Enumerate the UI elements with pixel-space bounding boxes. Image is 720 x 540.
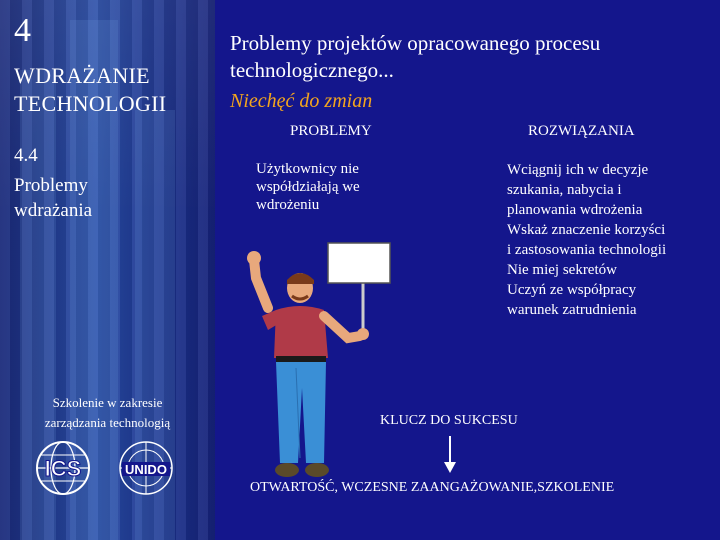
problem-description xyxy=(256,160,426,214)
key-to-success-values: OTWARTOŚĆ, WCZESNE ZAANGAŻOWANIE,SZKOLENIE xyxy=(250,480,615,495)
section-title-line: wdrażania xyxy=(14,200,93,221)
solution-line: i zastosowania technologii xyxy=(507,242,667,258)
chapter-title-line: TECHNOLOGII xyxy=(14,91,167,116)
section-title-line: Problemy xyxy=(14,175,88,196)
training-caption xyxy=(10,393,205,433)
training-caption-line: zarządzania technologią xyxy=(44,415,171,430)
ics-logo-text: ICS xyxy=(44,456,82,481)
solution-line: warunek zatrudnienia xyxy=(507,302,637,318)
unido-logo-text: UNIDO xyxy=(125,462,167,477)
training-caption-line: Szkolenie w zakresie xyxy=(52,395,163,410)
slide-title-line: Problemy projektów opracowanego procesu xyxy=(230,31,601,55)
problem-line: wdrożeniu xyxy=(256,197,320,213)
problem-line: współdziałają we xyxy=(256,179,360,195)
solutions-header: ROZWIĄZANIA xyxy=(528,123,635,139)
solution-line: Uczyń ze współpracy xyxy=(507,282,637,298)
solution-line: Nie miej sekretów xyxy=(507,262,617,278)
arrow-down-icon xyxy=(442,436,458,474)
unido-logo xyxy=(118,440,174,496)
key-to-success-label: KLUCZ DO SUKCESU xyxy=(380,413,518,428)
problems-header: PROBLEMY xyxy=(290,123,372,139)
solution-line: szukania, nabycia i xyxy=(507,182,622,198)
slide-title-line: technologicznego... xyxy=(230,58,394,82)
problem-line: Użytkownicy nie xyxy=(256,161,359,177)
chapter-title xyxy=(14,62,166,118)
solution-line: planowania wdrożenia xyxy=(507,202,643,218)
solutions-list xyxy=(507,160,717,320)
section-title xyxy=(14,173,92,223)
sidebar xyxy=(0,0,215,540)
ics-logo xyxy=(35,440,91,496)
section-number: 4.4 xyxy=(14,145,38,166)
chapter-number: 4 xyxy=(14,12,31,49)
solution-line: Wskaż znaczenie korzyści xyxy=(507,222,666,238)
slide-subtitle: Niechęć do zmian xyxy=(230,90,373,112)
chapter-title-line: WDRAŻANIE xyxy=(14,63,150,88)
slide-title xyxy=(230,30,710,84)
solution-line: Wciągnij ich w decyzje xyxy=(507,162,649,178)
